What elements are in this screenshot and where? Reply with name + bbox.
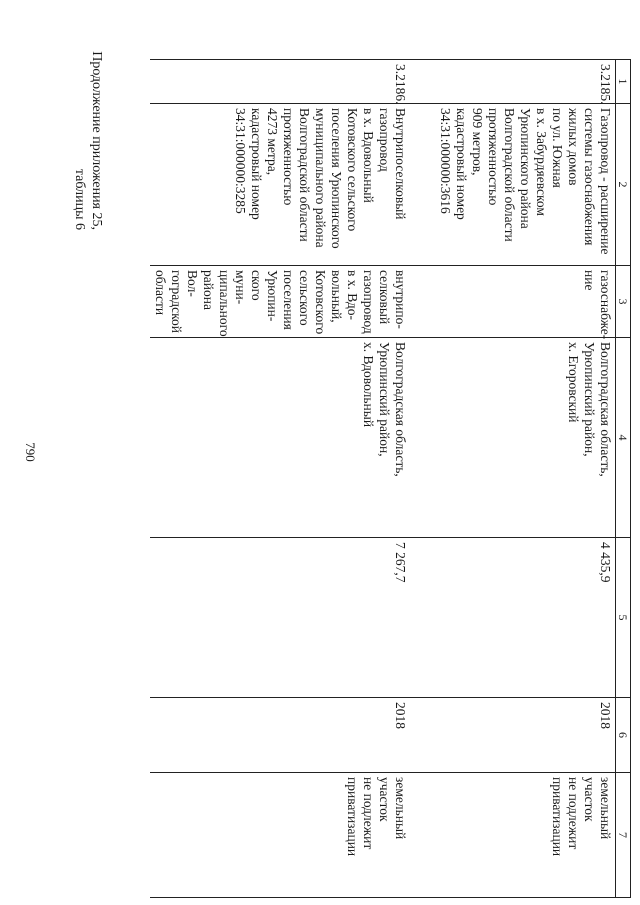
object-name-cell: Газопровод - расширение системы газоснабжения жилых домов по ул. Южная в х. Забурдяевском Урюпинского района Волгоградской области протяженностью 909 метров, кадастровый номер 34:31:000000:3616 (410, 104, 616, 266)
property-table (131, 59, 631, 897)
note-cell: земельный участок не подлежит приватизации (150, 773, 410, 898)
address-cell: Волгоградская область, Урюпинский район, х. Егоровский (410, 338, 616, 538)
value-cell: 4 435,9 (410, 538, 616, 698)
purpose-cell: газоснабже- ние (410, 266, 616, 338)
purpose-cell: внутрипо- селковый газопровод в х. Вдо- вольный, Котовского сельского поселения Урюпин- ского муни- ципального района Вол- гоградской области (150, 266, 410, 338)
header-cell-7: 7 (616, 773, 631, 898)
header-cell-3: 3 (616, 266, 631, 338)
page-number: 790 (23, 442, 38, 462)
note-cell: земельный участок не подлежит приватизации (410, 773, 616, 898)
row-number-cell: 3.2186. (150, 60, 410, 104)
object-name-cell: Внутрипоселковый газопровод в х. Вдовольный Котовского сельского поселения Урюпинского муниципального района Волгоградской области протяженностью 4273 метра, кадастровый номер 34:31:000000:3285 (150, 104, 410, 266)
heading-line-1: Продолжение приложения 25, (89, 51, 104, 230)
heading-line-2: таблицы 6 (72, 168, 87, 230)
table-header-row (616, 60, 631, 898)
table-row (150, 60, 410, 898)
year-cell: 2018 (150, 698, 410, 773)
header-cell-5: 5 (616, 538, 631, 698)
header-cell-4: 4 (616, 338, 631, 538)
header-cell-2: 2 (616, 104, 631, 266)
header-cell-6: 6 (616, 698, 631, 773)
address-cell: Волгоградская область, Урюпинский район, х. Вдовольный (150, 338, 410, 538)
table-continuation-heading (65, 40, 105, 230)
value-cell: 7 267,7 (150, 538, 410, 698)
header-cell-1: 1 (616, 60, 631, 104)
year-cell: 2018 (410, 698, 616, 773)
table-row (410, 60, 616, 898)
row-number-cell: 3.2185. (410, 60, 616, 104)
